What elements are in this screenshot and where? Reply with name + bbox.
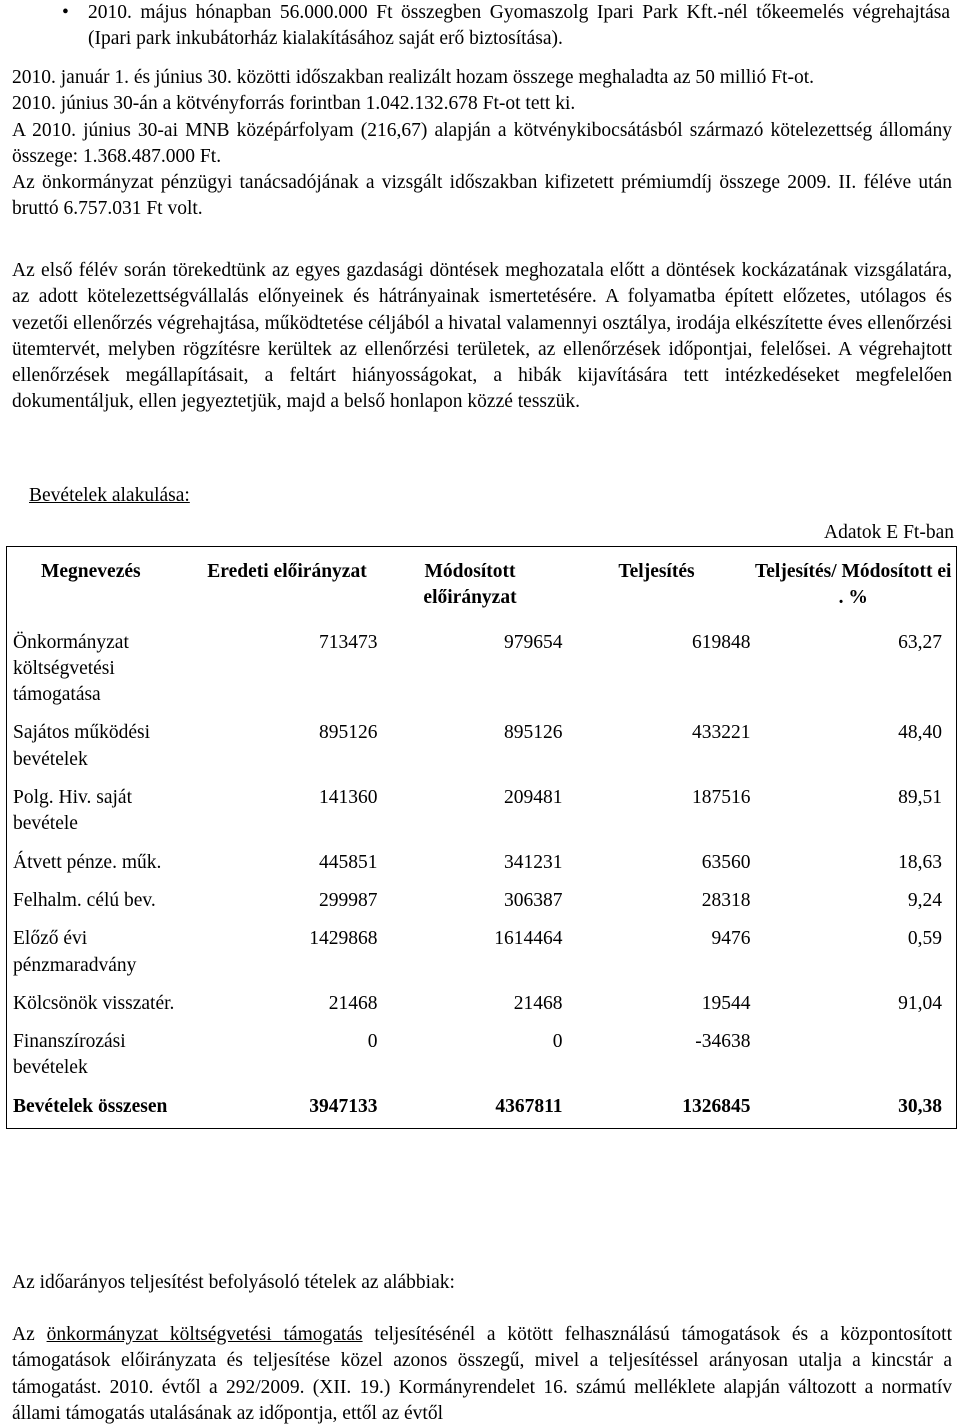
cell-modositott: 4367811 — [495, 1095, 563, 1117]
paragraph-prefix: Az — [12, 1324, 35, 1345]
bullet-icon: • — [62, 2, 69, 23]
cell-szazalek: 48,40 — [898, 722, 942, 744]
cell-teljesites: 187516 — [692, 787, 751, 809]
cell-szazalek: 18,63 — [898, 851, 942, 873]
cell-eredeti: 21468 — [328, 992, 378, 1014]
bond-summary-paragraph — [12, 65, 952, 223]
table-row — [7, 987, 957, 1025]
cell-szazalek: 63,27 — [898, 631, 942, 653]
table-row — [7, 626, 957, 717]
cell-teljesites: -34638 — [695, 1031, 751, 1053]
cell-modositott: 0 — [552, 1031, 563, 1053]
row-name: Finanszírozási bevételek — [13, 1031, 126, 1079]
row-name: Önkormányzat költségvetési támogatása — [13, 631, 129, 706]
header-eredeti: Eredeti előirányzat — [207, 561, 367, 582]
paragraph-line: 2010. január 1. és június 30. közötti időszakban realizált hozam összege meghaladta az 50 millió Ft-ot. — [12, 67, 814, 88]
row-name: Előző évi pénzmaradvány — [13, 928, 137, 976]
cell-teljesites: 9476 — [711, 928, 751, 950]
table-row — [7, 922, 957, 987]
row-name: Bevételek összesen — [13, 1095, 168, 1117]
cell-modositott: 895126 — [504, 722, 563, 744]
table-total-row — [7, 1090, 957, 1129]
cell-teljesites: 1326845 — [682, 1095, 751, 1117]
cell-teljesites: 28318 — [701, 889, 751, 911]
section-title: Bevételek alakulása: — [29, 485, 190, 506]
table-row — [7, 781, 957, 846]
items-intro: Az időarányos teljesítést befolyásoló tételek az alábbiak: — [12, 1272, 455, 1293]
units-note: Adatok E Ft-ban — [824, 522, 954, 543]
paragraph-rest: teljesítésénél a kötött felhasználású támogatások és a központosított támogatások előirányzata és teljesítése közel azonos összegű, mivel a teljesítéssel arányosan utalja a kincstár a támogatást. 2010. évtől a 292/2009. (XII. 19.) Kormányrendelet 16. számú melléklete alapján változott a normatív állami támogatás utalásának az időpontja, ettől az évtől — [12, 1324, 953, 1424]
control-paragraph: Az első félév során törekedtünk az egyes gazdasági döntések meghozatala előtt a döntések kockázatának vizsgálatára, az adott kötelezettségvállalás előnyeinek és hátrányainak ismertetésére. A folyamatba épített előzetes, utólagos és vezetői ellenőrzés végrehajtása, működtetése céljából a hivatal valamennyi osztálya, irodája elkészítette éves ellenőrzési ütemtervét, melyben rögzítésre kerültek az ellenőrzési területek, az ellenőrzések időpontjai, felelősei. A végrehajtott ellenőrzések megállapításait, a feltárt hiányosságokat, a hibák kijavítására tett intézkedéseket megfelelően dokumentáljuk, ellen jegyeztetjük, majd a belső honlapon közzé tesszük. — [12, 260, 952, 413]
revenue-table — [6, 546, 957, 1129]
cell-modositott: 1614464 — [494, 928, 563, 950]
cell-eredeti: 3947133 — [309, 1095, 378, 1117]
cell-modositott: 979654 — [504, 631, 563, 653]
cell-teljesites: 19544 — [701, 992, 751, 1014]
paragraph-line: Az önkormányzat pénzügyi tanácsadójának a vizsgált időszakban kifizetett prémiumdíj összege 2009. II. féléve után bruttó 6.757.031 Ft volt. — [12, 172, 952, 220]
row-name: Sajátos működési bevételek — [13, 722, 151, 770]
table-row — [7, 716, 957, 781]
cell-eredeti: 445851 — [319, 851, 378, 873]
cell-szazalek: 9,24 — [907, 889, 942, 911]
cell-teljesites: 619848 — [692, 631, 751, 653]
row-name: Átvett pénze. műk. — [13, 851, 162, 873]
row-name: Felhalm. célú bev. — [13, 889, 156, 911]
cell-modositott: 21468 — [513, 992, 563, 1014]
cell-szazalek: 30,38 — [898, 1095, 942, 1117]
cell-szazalek: 89,51 — [898, 787, 942, 809]
cell-modositott: 341231 — [504, 851, 563, 873]
cell-modositott: 209481 — [504, 787, 563, 809]
row-name: Polg. Hiv. saját bevétele — [13, 787, 132, 835]
cell-eredeti: 141360 — [319, 787, 378, 809]
header-teljesites: Teljesítés — [618, 561, 695, 582]
table-row — [7, 884, 957, 922]
cell-modositott: 306387 — [504, 889, 563, 911]
cell-eredeti: 1429868 — [309, 928, 378, 950]
table-row — [7, 846, 957, 884]
cell-teljesites: 433221 — [692, 722, 751, 744]
support-paragraph — [12, 1322, 952, 1427]
cell-szazalek: 91,04 — [898, 992, 942, 1014]
bullet-text: 2010. május hónapban 56.000.000 Ft összegben Gyomaszolg Ipari Park Kft.-nél tőkeemelés végrehajtása (Ipari park inkubátorház kialakításához saját erő biztosítása). — [88, 2, 950, 50]
cell-eredeti: 895126 — [319, 722, 378, 744]
underlined-term: önkormányzat költségvetési támogatás — [46, 1324, 363, 1345]
paragraph-line: A 2010. június 30-ai MNB középárfolyam (216,67) alapján a kötvénykibocsátásból származó kötelezettség állomány összege: 1.368.487.000 Ft. — [12, 119, 952, 167]
cell-teljesites: 63560 — [701, 851, 751, 873]
header-megnevezes: Megnevezés — [41, 561, 141, 582]
table-header-row — [7, 547, 957, 626]
header-szazalek: Teljesítés/ Módosított ei . % — [755, 561, 952, 609]
paragraph-line: 2010. június 30-án a kötvényforrás forintban 1.042.132.678 Ft-ot tett ki. — [12, 93, 576, 115]
cell-szazalek: 0,59 — [907, 928, 942, 950]
header-modositott: Módosított előirányzat — [423, 561, 517, 609]
cell-eredeti: 0 — [367, 1031, 378, 1053]
cell-eredeti: 299987 — [319, 889, 378, 911]
row-name: Kölcsönök visszatér. — [13, 992, 175, 1014]
cell-szazalek — [751, 1025, 957, 1090]
cell-eredeti: 713473 — [319, 631, 378, 653]
table-row — [7, 1025, 957, 1090]
